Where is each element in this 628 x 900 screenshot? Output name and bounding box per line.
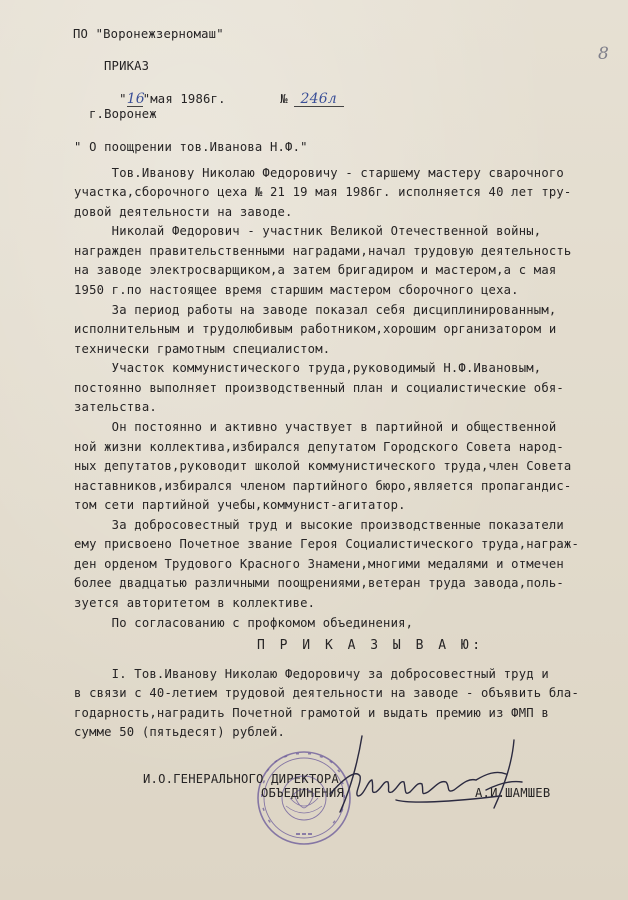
date-day: 16 — [126, 91, 145, 107]
subject-line: " О поощрении тов.Иванова Н.Ф." — [74, 140, 308, 154]
signatory-organization: ОБЪЕДИНЕНИЯ — [261, 786, 344, 800]
body-line: Тов.Иванову Николаю Федоровичу - старшему мастеру сварочного — [74, 166, 564, 180]
body-line: ной жизни коллектива,избирался депутатом Городского Совета народ- — [74, 440, 564, 454]
body-line: Он постоянно и активно участвует в партийной и общественной — [74, 420, 557, 434]
body-line: За период работы на заводе показал себя дисциплинированным, — [74, 303, 557, 317]
order-line: годарность,наградить Почетной грамотой и выдать премию из ФМП в — [74, 706, 549, 720]
signatory-title: И.О.ГЕНЕРАЛЬНОГО ДИРЕКТОРА — [143, 772, 339, 786]
body-line: зательства. — [74, 400, 157, 414]
body-line: За добросовестный труд и высокие производственные показатели — [74, 518, 564, 532]
body-line: постоянно выполняет производственный план и социалистические обя- — [74, 381, 564, 395]
signatory-name: А.И.ШАМШЕВ — [475, 786, 551, 800]
body-line: Участок коммунистического труда,руководимый Н.Ф.Ивановым, — [74, 361, 542, 375]
body-line: ных депутатов,руководит школой коммунистического труда,член Совета — [74, 459, 572, 473]
body-line: награжден правительственными наградами,начал трудовую деятельность — [74, 244, 572, 258]
date-prefix: " — [119, 92, 127, 106]
number-sign: № — [280, 92, 288, 106]
order-line: в связи с 40-летием трудовой деятельности на заводе - объявить бла- — [74, 686, 580, 700]
body-line: ден орденом Трудового Красного Знамени,многими медалями и отмечен — [74, 557, 564, 571]
body-line: 1950 г.по настоящее время старшим мастером сборочного цеха. — [74, 283, 519, 297]
handwritten-signature — [300, 730, 540, 820]
body-line: технически грамотным специалистом. — [74, 342, 331, 356]
organization-name: ПО "Воронежзерномаш" — [73, 27, 224, 41]
order-heading: П Р И К А З Ы В А Ю: — [257, 638, 484, 653]
body-line: участка,сборочного цеха № 21 19 мая 1986г. исполняется 40 лет тру- — [74, 185, 572, 199]
order-line: сумме 50 (пятьдесят) рублей. — [74, 725, 286, 739]
body-line: Николай Федорович - участник Великой Отечественной войны, — [74, 224, 542, 238]
body-line: наставников,избирался членом партийного бюро,является пропагандис- — [74, 479, 572, 493]
body-line: По согласованию с профкомом объединения, — [74, 616, 414, 630]
document-type: ПРИКАЗ — [104, 59, 150, 73]
body-line: ему присвоено Почетное звание Героя Социалистического труда,награж- — [74, 537, 580, 551]
body-line: исполнительным и трудолюбивым работником,хорошим организатором и — [74, 322, 557, 336]
city: г.Воронеж — [89, 107, 157, 121]
order-line: I. Тов.Иванову Николаю Федоровичу за добросовестный труд и — [74, 667, 549, 681]
body-line: зуется авторитетом в коллективе. — [74, 596, 316, 610]
body-line: довой деятельности на заводе. — [74, 205, 293, 219]
body-line: том сети партийной учебы,коммунист-агитатор. — [74, 498, 406, 512]
order-number: 246л — [294, 92, 344, 107]
page-number: 8 — [598, 44, 609, 64]
body-line: более двадцатью различными поощрениями,ветеран труда завода,поль- — [74, 576, 564, 590]
order-number-line — [250, 78, 344, 121]
date-rest: "мая 1986г. — [142, 92, 226, 106]
body-line: на заводе электросварщиком,а затем бригадиром и мастером,а с мая — [74, 263, 557, 277]
